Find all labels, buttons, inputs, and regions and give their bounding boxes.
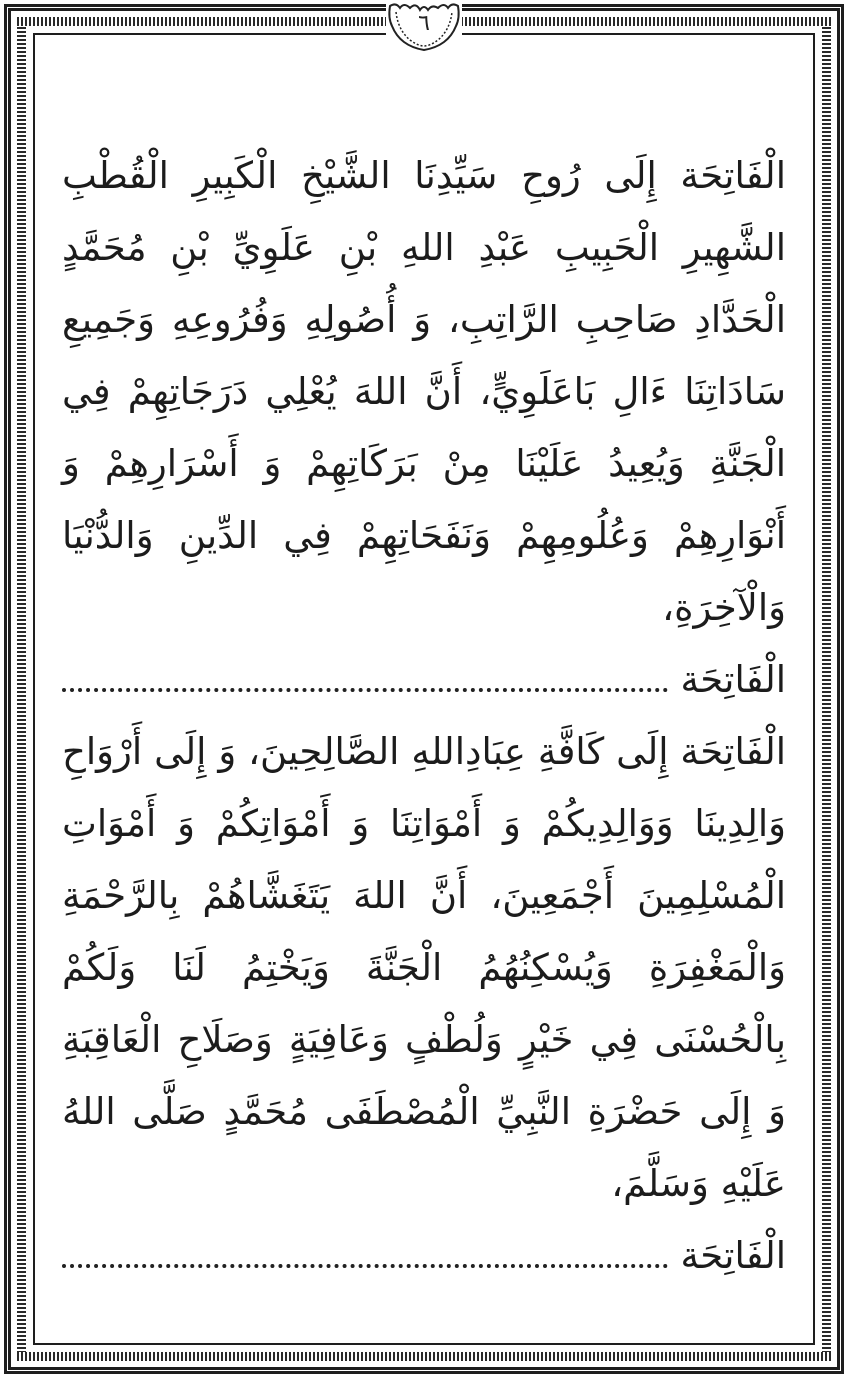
fatiha-line: [62, 644, 786, 716]
page-number: ٦: [418, 10, 430, 36]
fatiha-label: الْفَاتِحَة: [680, 1234, 786, 1277]
dotted-leader: [62, 688, 668, 692]
paragraph-dua-haddad: الْفَاتِحَة إِلَى رُوحِ سَيِّدِنَا الشَّيْخِ الْكَبِيرِ الْقُطْبِ الشَّهِيرِ الْحَبِيبِ عَبْدِ اللهِ بْنِ عَلَوِيِّ بْنِ مُحَمَّدٍ الْحَدَّادِ صَاحِبِ الرَّاتِبِ، وَ أُصُولِهِ وَفُرُوعِهِ وَجَمِيعِ سَادَاتِنَا ءَالِ بَاعَلَوِيٍّ، أَنَّ اللهَ يُعْلِي دَرَجَاتِهِمْ فِي الْجَنَّةِ وَيُعِيدُ عَلَيْنَا مِنْ بَرَكَاتِهِمْ وَ أَسْرَارِهِمْ وَ أَنْوَارِهِمْ وَعُلُومِهِمْ وَنَفَحَاتِهِمْ فِي الدِّينِ وَالدُّنْيَا وَالْآخِرَةِ،: [62, 154, 786, 629]
page-number-badge: [386, 0, 462, 52]
fatiha-line: [62, 1220, 786, 1292]
main-content: [62, 140, 786, 1292]
paragraph-dua-salihin: الْفَاتِحَة إِلَى كَافَّةِ عِبَادِاللهِ الصَّالِحِينَ، وَ إِلَى أَرْوَاحِ وَالِدِينَا وَوَالِدِيكُمْ وَ أَمْوَاتِنَا وَ أَمْوَاتِكُمْ وَ أَمْوَاتِ الْمُسْلِمِينَ أَجْمَعِينَ، أَنَّ اللهَ يَتَغَشَّاهُمْ بِالرَّحْمَةِ وَالْمَغْفِرَةِ وَيُسْكِنُهُمُ الْجَنَّةَ وَيَخْتِمُ لَنَا وَلَكُمْ بِالْحُسْنَى فِي خَيْرٍ وَلُطْفٍ وَعَافِيَةٍ وَصَلَاحِ الْعَاقِبَةِ وَ إِلَى حَضْرَةِ النَّبِيِّ الْمُصْطَفَى مُحَمَّدٍ صَلَّى اللهُ عَلَيْهِ وَسَلَّمَ،: [62, 730, 786, 1205]
dotted-leader: [62, 1264, 668, 1268]
fatiha-label: الْفَاتِحَة: [680, 658, 786, 701]
